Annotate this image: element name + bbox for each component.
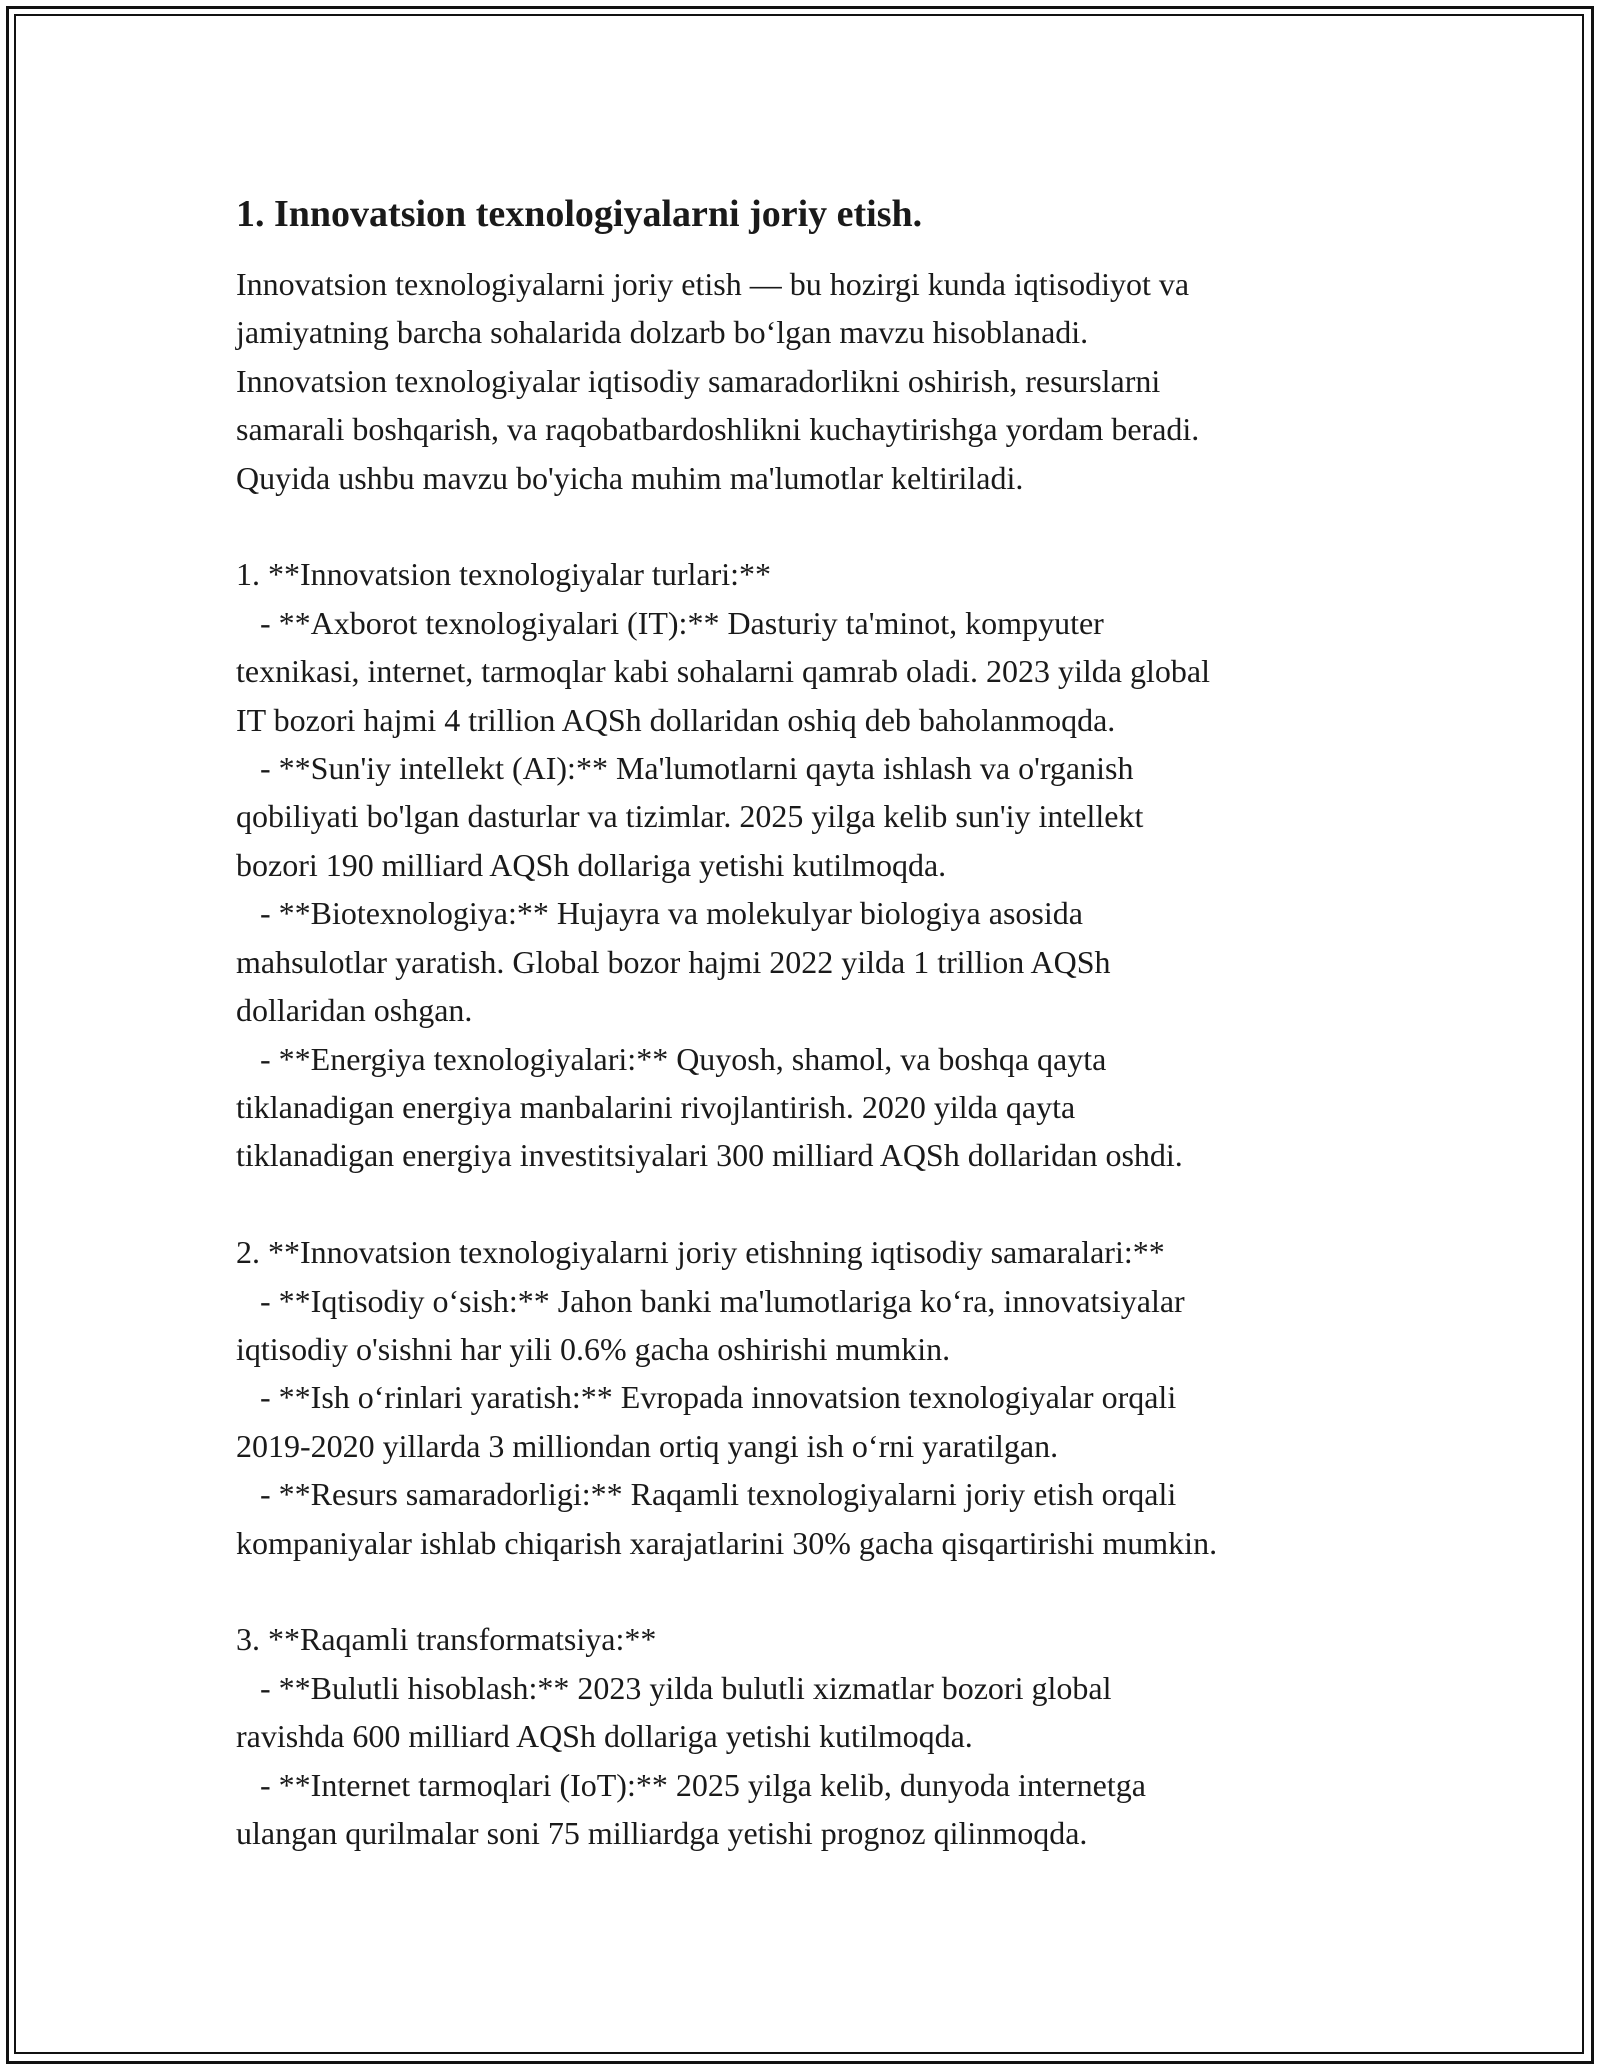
section-economic-effects: 2. **Innovatsion texnologiyalarni joriy etishning iqtisodiy samaralari:** - **Iqtisodiy o‘sish:** Jahon banki ma'lumotlariga ko‘ra, innovatsiyalar iqtisodiy o'sishni har yili 0.6% gacha oshirishi mumkin. - **Ish o‘rinlari yaratish:** Evropada innovatsion texnologiyalar orqali 2019-2020 yillarda 3 milliondan ortiq yangi ish o‘rni yaratilgan. - **Resurs samaradorligi:** Raqamli texnologiyalarni joriy etish orqali kompaniyalar ishlab chiqarish xarajatlarini 30% gacha qisqartirishi mumkin.	[236, 1234, 1218, 1561]
section-technology-types: 1. **Innovatsion texnologiyalar turlari:** - **Axborot texnologiyalari (IT):** Dasturiy ta'minot, kompyuter texnikasi, internet, tarmoqlar kabi sohalarni qamrab oladi. 2023 yilda global IT bozori hajmi 4 trillion AQSh dollaridan oshiq deb baholanmoqda. - **Sun'iy intellekt (AI):** Ma'lumotlarni qayta ishlash va o'rganish qobiliyati bo'lgan dasturlar va tizimlar. 2025 yilga kelib sun'iy intellekt bozori 190 milliard AQSh dollariga yetishi kutilmoqda. - **Biotexnologiya:** Hujayra va molekulyar biologiya asosida mahsulotlar yaratish. Global bozor hajmi 2022 yilda 1 trillion AQSh dollaridan oshgan. - **Energiya texnologiyalari:** Quyosh, shamol, va boshqa qayta tiklanadigan energiya manbalarini rivojlantirish. 2020 yilda qayta tiklanadigan energiya investitsiyalari 300 milliard AQSh dollaridan oshdi.	[236, 556, 1210, 1174]
document-title: 1. Innovatsion texnologiyalarni joriy etish.	[236, 193, 923, 235]
spacer	[236, 1567, 1396, 1615]
spacer	[236, 502, 1396, 550]
intro-paragraph: Innovatsion texnologiyalarni joriy etish — bu hozirgi kunda iqtisodiyot va jamiyatning barcha sohalarida dolzarb bo‘lgan mavzu hisoblanadi. Innovatsion texnologiyalar iqtisodiy samaradorlikni oshirish, resurslarni samarali boshqarish, va raqobatbardoshlikni kuchaytirishga yordam beradi. Quyida ushbu mavzu bo'yicha muhim ma'lumotlar keltiriladi.	[236, 266, 1200, 496]
document-page	[236, 190, 1396, 1857]
section-digital-transformation: 3. **Raqamli transformatsiya:** - **Bulutli hisoblash:** 2023 yilda bulutli xizmatlar bozori global ravishda 600 milliard AQSh dollariga yetishi kutilmoqda. - **Internet tarmoqlari (IoT):** 2025 yilga kelib, dunyoda internetga ulangan qurilmalar soni 75 milliardga yetishi prognoz qilinmoqda.	[236, 1621, 1146, 1851]
spacer	[236, 1180, 1396, 1228]
